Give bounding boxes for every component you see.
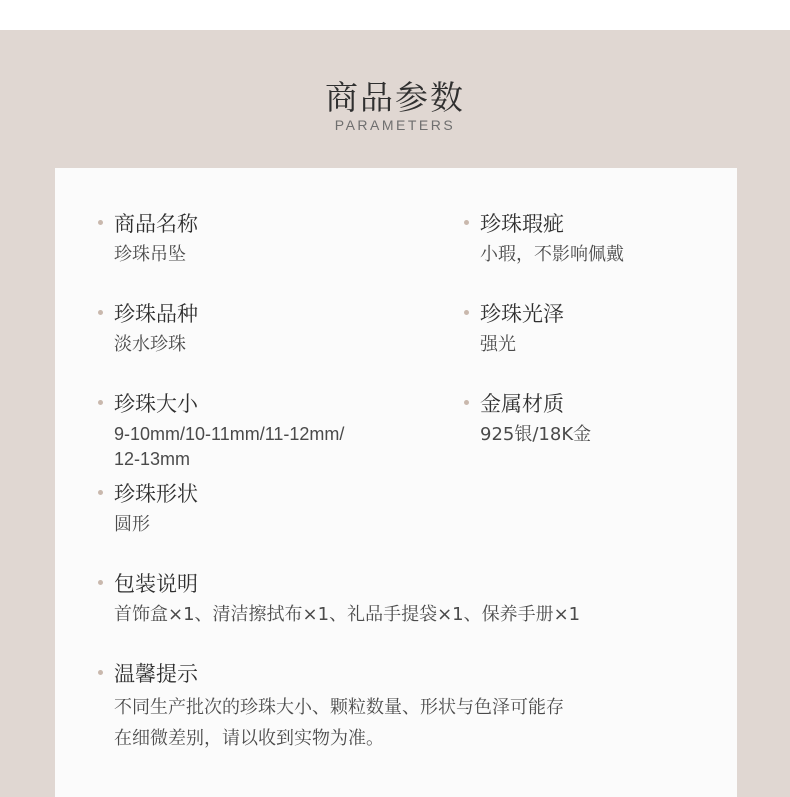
param-label: 金属材质 — [480, 392, 564, 416]
param-shape — [114, 481, 198, 537]
parameters-card — [55, 168, 737, 797]
bullet-dot-icon — [464, 220, 469, 225]
param-value: 小瑕，不影响佩戴 — [480, 244, 624, 265]
bullet-dot-icon — [464, 400, 469, 405]
bullet-dot-icon — [464, 310, 469, 315]
param-metal — [480, 391, 591, 447]
param-label: 珍珠大小 — [114, 392, 198, 416]
param-luster — [480, 301, 564, 357]
param-flaw — [480, 211, 624, 267]
param-size — [114, 391, 344, 472]
bullet-dot-icon — [98, 580, 103, 585]
param-notice — [114, 661, 564, 754]
param-value-line2: 在细微差别，请以收到实物为准。 — [114, 728, 384, 749]
param-value: 圆形 — [114, 514, 150, 535]
param-value: 淡水珍珠 — [114, 334, 186, 355]
param-label: 珍珠瑕疵 — [480, 212, 564, 236]
param-variety — [114, 301, 198, 357]
param-label: 包装说明 — [114, 572, 198, 596]
bullet-dot-icon — [98, 220, 103, 225]
param-label: 珍珠品种 — [114, 302, 198, 326]
bullet-dot-icon — [98, 400, 103, 405]
param-value-line1: 不同生产批次的珍珠大小、颗粒数量、形状与色泽可能存 — [114, 697, 564, 718]
param-value: 强光 — [480, 334, 516, 355]
param-value: 珍珠吊坠 — [114, 244, 186, 265]
param-package — [114, 571, 580, 627]
param-label: 珍珠形状 — [114, 482, 198, 506]
param-label: 商品名称 — [114, 212, 198, 236]
bullet-dot-icon — [98, 490, 103, 495]
bullet-dot-icon — [98, 310, 103, 315]
bullet-dot-icon — [98, 670, 103, 675]
param-value: 首饰盒×1、清洁擦拭布×1、礼品手提袋×1、保养手册×1 — [114, 604, 581, 625]
param-value-line1: 9-10mm/10-11mm/11-12mm/ — [114, 424, 345, 444]
param-value: 925银/18K金 — [480, 424, 592, 445]
section-title: 商品参数 — [325, 78, 465, 117]
param-name — [114, 211, 198, 267]
param-label: 温馨提示 — [114, 662, 198, 686]
param-label: 珍珠光泽 — [480, 302, 564, 326]
section-subtitle: PARAMETERS — [334, 117, 456, 133]
param-value-line2: 12-13mm — [114, 449, 191, 469]
